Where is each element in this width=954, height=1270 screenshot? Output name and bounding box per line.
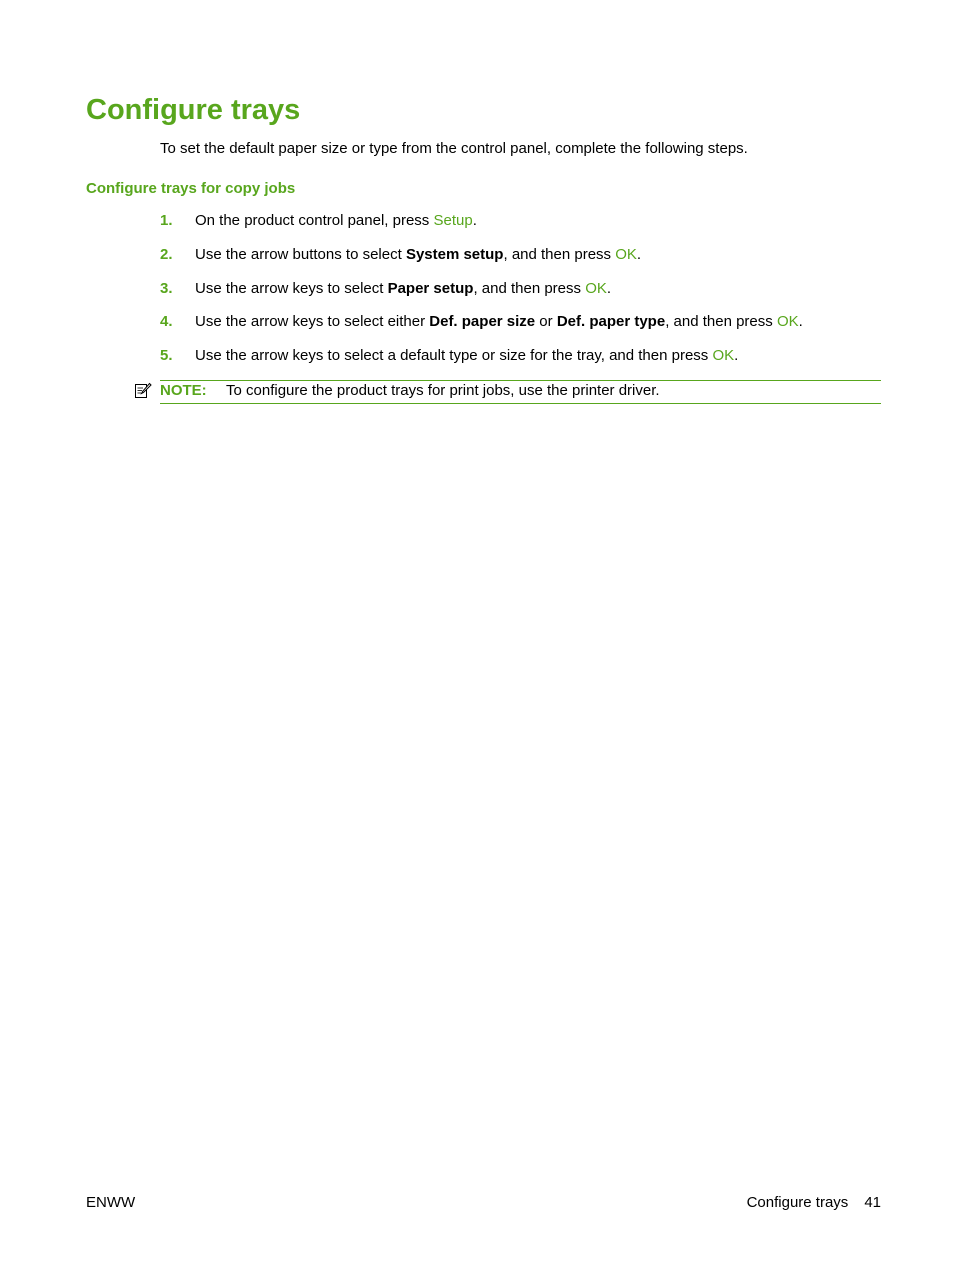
step-4 (160, 312, 885, 332)
step-text-part: . (606, 279, 612, 297)
step-number: 5. (160, 347, 173, 365)
step-number: 3. (160, 279, 173, 297)
step-text-part: , and then press (665, 313, 777, 331)
step-text-part: Use the arrow buttons to select (195, 245, 406, 263)
step-text-part: . (636, 245, 642, 263)
step-text-part: , and then press (473, 279, 586, 297)
page-number: 41 (864, 1194, 881, 1211)
control-panel-button-name: OK (615, 245, 637, 263)
steps-list (160, 211, 885, 380)
step-1 (160, 211, 885, 231)
step-text-part: Use the arrow keys to select a default type or size for the tray, and then press (195, 347, 713, 365)
step-text (195, 346, 738, 366)
step-text-part: . (734, 347, 739, 365)
note-box (160, 380, 881, 404)
step-number: 2. (160, 245, 173, 263)
step-number: 4. (160, 313, 173, 331)
step-text (195, 211, 477, 231)
step-text-part: , and then press (503, 245, 616, 263)
control-panel-button-name: OK (776, 313, 799, 331)
step-text (195, 279, 611, 299)
menu-item-name: System setup (405, 245, 504, 263)
step-text-part: Use the arrow keys to select (195, 279, 388, 297)
menu-item-name: Def. paper size (429, 313, 536, 331)
step-text-part: On the product control panel, press (195, 212, 434, 229)
step-text-part: or (535, 313, 557, 331)
step-number: 1. (160, 212, 173, 229)
step-text-part: . (798, 313, 803, 331)
control-panel-button-name: Setup (433, 212, 473, 229)
menu-item-name: Paper setup (387, 279, 474, 297)
step-2 (160, 245, 885, 265)
control-panel-button-name: OK (712, 347, 735, 365)
step-text-part: . (472, 212, 477, 229)
note-text: To configure the product trays for print jobs, use the printer driver. (226, 382, 660, 399)
step-3 (160, 279, 885, 299)
section-title: Configure trays for copy jobs (86, 180, 296, 197)
note-label: NOTE: (160, 382, 207, 399)
intro-paragraph: To set the default paper size or type from the control panel, complete the following steps. (160, 140, 748, 157)
control-panel-button-name: OK (585, 279, 607, 297)
footer-section-page (747, 1193, 881, 1213)
step-text (195, 312, 803, 332)
step-text-part: Use the arrow keys to select either (195, 313, 430, 331)
step-text (195, 245, 641, 265)
step-5 (160, 346, 885, 366)
footer-section: Configure trays (746, 1194, 849, 1211)
note-pencil-icon (134, 382, 152, 400)
footer-doc-id: ENWW (86, 1194, 136, 1211)
menu-item-name: Def. paper type (556, 313, 666, 331)
page-title: Configure trays (86, 94, 301, 126)
